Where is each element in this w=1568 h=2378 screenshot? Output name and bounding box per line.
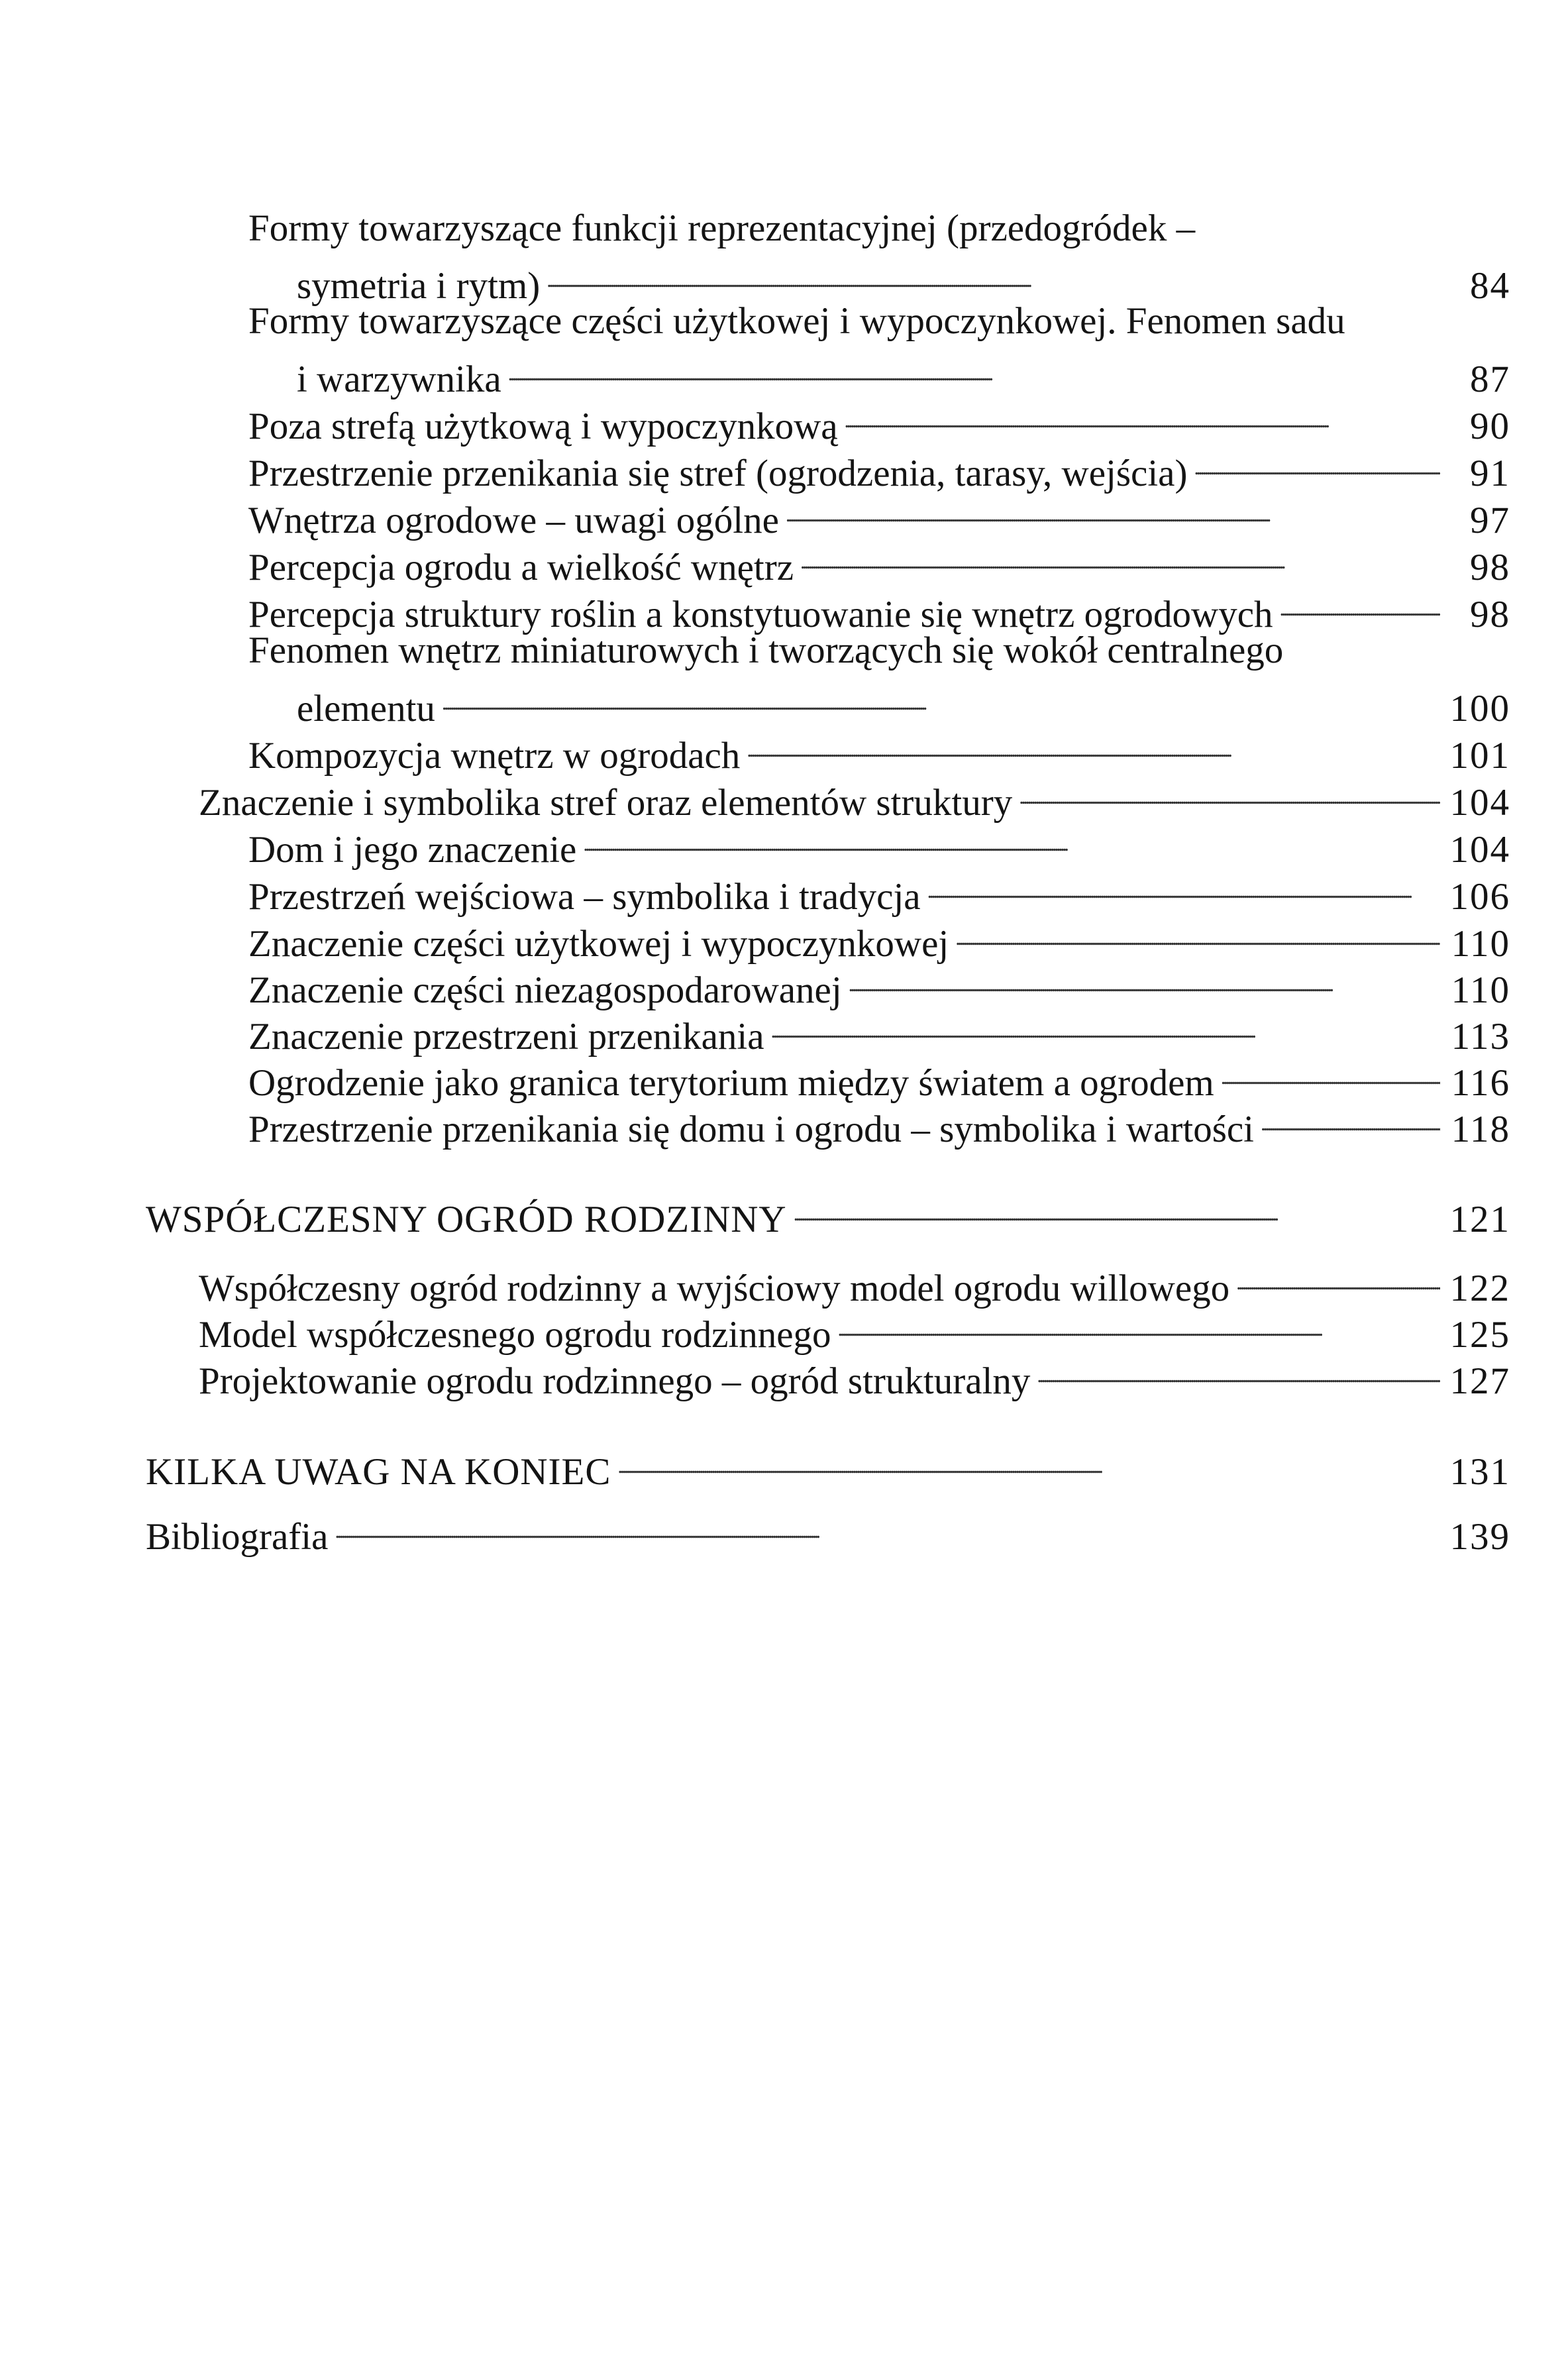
dot-leader — [1194, 439, 1440, 486]
toc-entry-title: Ogrodzenie jako granica terytorium między światem a ogrodem — [248, 1062, 1214, 1104]
toc-page-number: 87 — [1470, 358, 1510, 400]
toc-entry-title: Znaczenie części użytkowej i wypoczynkowej — [248, 923, 949, 965]
toc-page-number: 98 — [1470, 594, 1510, 635]
dot-leader — [442, 675, 1440, 721]
toc-entry-title: i warzywnika — [297, 358, 501, 400]
toc-entry-title: Percepcja struktury roślin a konstytuowanie się wnętrz ogrodowych — [248, 594, 1273, 635]
toc-entry-title: Przestrzeń wejściowa – symbolika i tradycja — [248, 876, 921, 918]
toc-page-number: 98 — [1470, 547, 1510, 588]
toc-page-number: 139 — [1449, 1516, 1510, 1558]
toc-section-title: Projektowanie ogrodu rodzinnego – ogród strukturalny — [199, 1360, 1031, 1402]
toc-section-title: Współczesny ogród rodzinny a wyjściowy model ogrodu willowego — [199, 1268, 1230, 1309]
dot-leader — [927, 863, 1440, 909]
dot-leader — [800, 533, 1440, 580]
dot-leader — [955, 910, 1440, 956]
dot-leader — [794, 1185, 1440, 1232]
toc-page-number: 104 — [1449, 829, 1510, 871]
toc-entry-title: Wnętrza ogrodowe – uwagi ogólne — [248, 500, 779, 541]
toc-chapter[interactable] — [146, 1185, 1510, 1243]
toc-entry-title: Znaczenie przestrzeni przenikania — [248, 1016, 764, 1057]
toc-entry-title: symetria i rytm) — [297, 265, 541, 307]
dot-leader — [771, 1002, 1440, 1049]
toc-page-number: 110 — [1451, 923, 1510, 965]
dot-leader — [838, 1301, 1440, 1347]
toc-entry-title: Kompozycja wnętrz w ogrodach — [248, 735, 741, 777]
toc-page-number: 131 — [1449, 1451, 1510, 1493]
dot-leader — [1280, 580, 1440, 627]
toc-entry-title: Przestrzenie przenikania się domu i ogrodu – symbolika i wartości — [248, 1108, 1255, 1150]
toc-page-number: 118 — [1451, 1108, 1510, 1150]
dot-leader — [1236, 1254, 1440, 1301]
dot-leader — [747, 722, 1440, 768]
toc-entry-title: Poza strefą użytkową i wypoczynkową — [248, 405, 838, 447]
toc-section[interactable] — [199, 1347, 1510, 1405]
toc-section-title: Model współczesnego ogrodu rodzinnego — [199, 1314, 831, 1356]
dot-leader — [1261, 1095, 1440, 1142]
toc-page-number: 91 — [1470, 453, 1510, 494]
toc-page-number: 90 — [1470, 405, 1510, 447]
toc-page-number: 127 — [1449, 1360, 1510, 1402]
toc-entry-title: Przestrzenie przenikania się stref (ogrodzenia, tarasy, wejścia) — [248, 453, 1188, 494]
dot-leader — [617, 1438, 1440, 1484]
toc-entry[interactable] — [248, 1095, 1510, 1153]
dot-leader — [547, 252, 1440, 298]
toc-chapter-title: KILKA UWAG NA KONIEC — [146, 1451, 611, 1493]
toc-page-number: 121 — [1449, 1199, 1510, 1240]
toc-entry-title: Dom i jego znaczenie — [248, 829, 577, 871]
toc-page-number: 125 — [1449, 1314, 1510, 1356]
toc-page-number: 101 — [1449, 735, 1510, 777]
dot-leader — [335, 1503, 1440, 1549]
toc-chapter-title: WSPÓŁCZESNY OGRÓD RODZINNY — [146, 1199, 787, 1240]
toc-page-number: 100 — [1449, 688, 1510, 730]
toc-entry-title: elementu — [297, 688, 435, 730]
toc-entry-heading: Fenomen wnętrz miniaturowych i tworzących się wokół centralnego — [248, 629, 1284, 671]
toc-page-number: 104 — [1449, 782, 1510, 824]
dot-leader — [849, 956, 1440, 1002]
dot-leader — [845, 392, 1440, 439]
dot-leader — [786, 486, 1440, 533]
toc-page-number: 122 — [1449, 1268, 1510, 1309]
toc-page-number: 84 — [1470, 265, 1510, 307]
dot-leader — [1037, 1347, 1440, 1393]
toc-entry-heading: Formy towarzyszące funkcji reprezentacyjnej (przedogródek – — [248, 207, 1196, 249]
dot-leader — [508, 345, 1440, 392]
toc-chapter[interactable] — [146, 1503, 1510, 1560]
dot-leader — [1221, 1049, 1440, 1095]
toc-page-number: 106 — [1449, 876, 1510, 918]
toc-chapter-title: Bibliografia — [146, 1516, 329, 1558]
toc-chapter[interactable] — [146, 1438, 1510, 1495]
toc-entry-title: Znaczenie części niezagospodarowanej — [248, 969, 842, 1011]
toc-section-title: Znaczenie i symbolika stref oraz elementów struktury — [199, 782, 1013, 824]
toc-entry-title: Percepcja ogrodu a wielkość wnętrz — [248, 547, 794, 588]
toc-entry-heading: Formy towarzyszące części użytkowej i wypoczynkowej. Fenomen sadu — [248, 300, 1345, 342]
toc-page-number: 113 — [1451, 1016, 1510, 1057]
dot-leader — [1019, 769, 1440, 815]
dot-leader — [583, 816, 1440, 862]
toc-page-number: 116 — [1451, 1062, 1510, 1104]
toc-page-number: 97 — [1470, 500, 1510, 541]
toc-page-number: 110 — [1451, 969, 1510, 1011]
